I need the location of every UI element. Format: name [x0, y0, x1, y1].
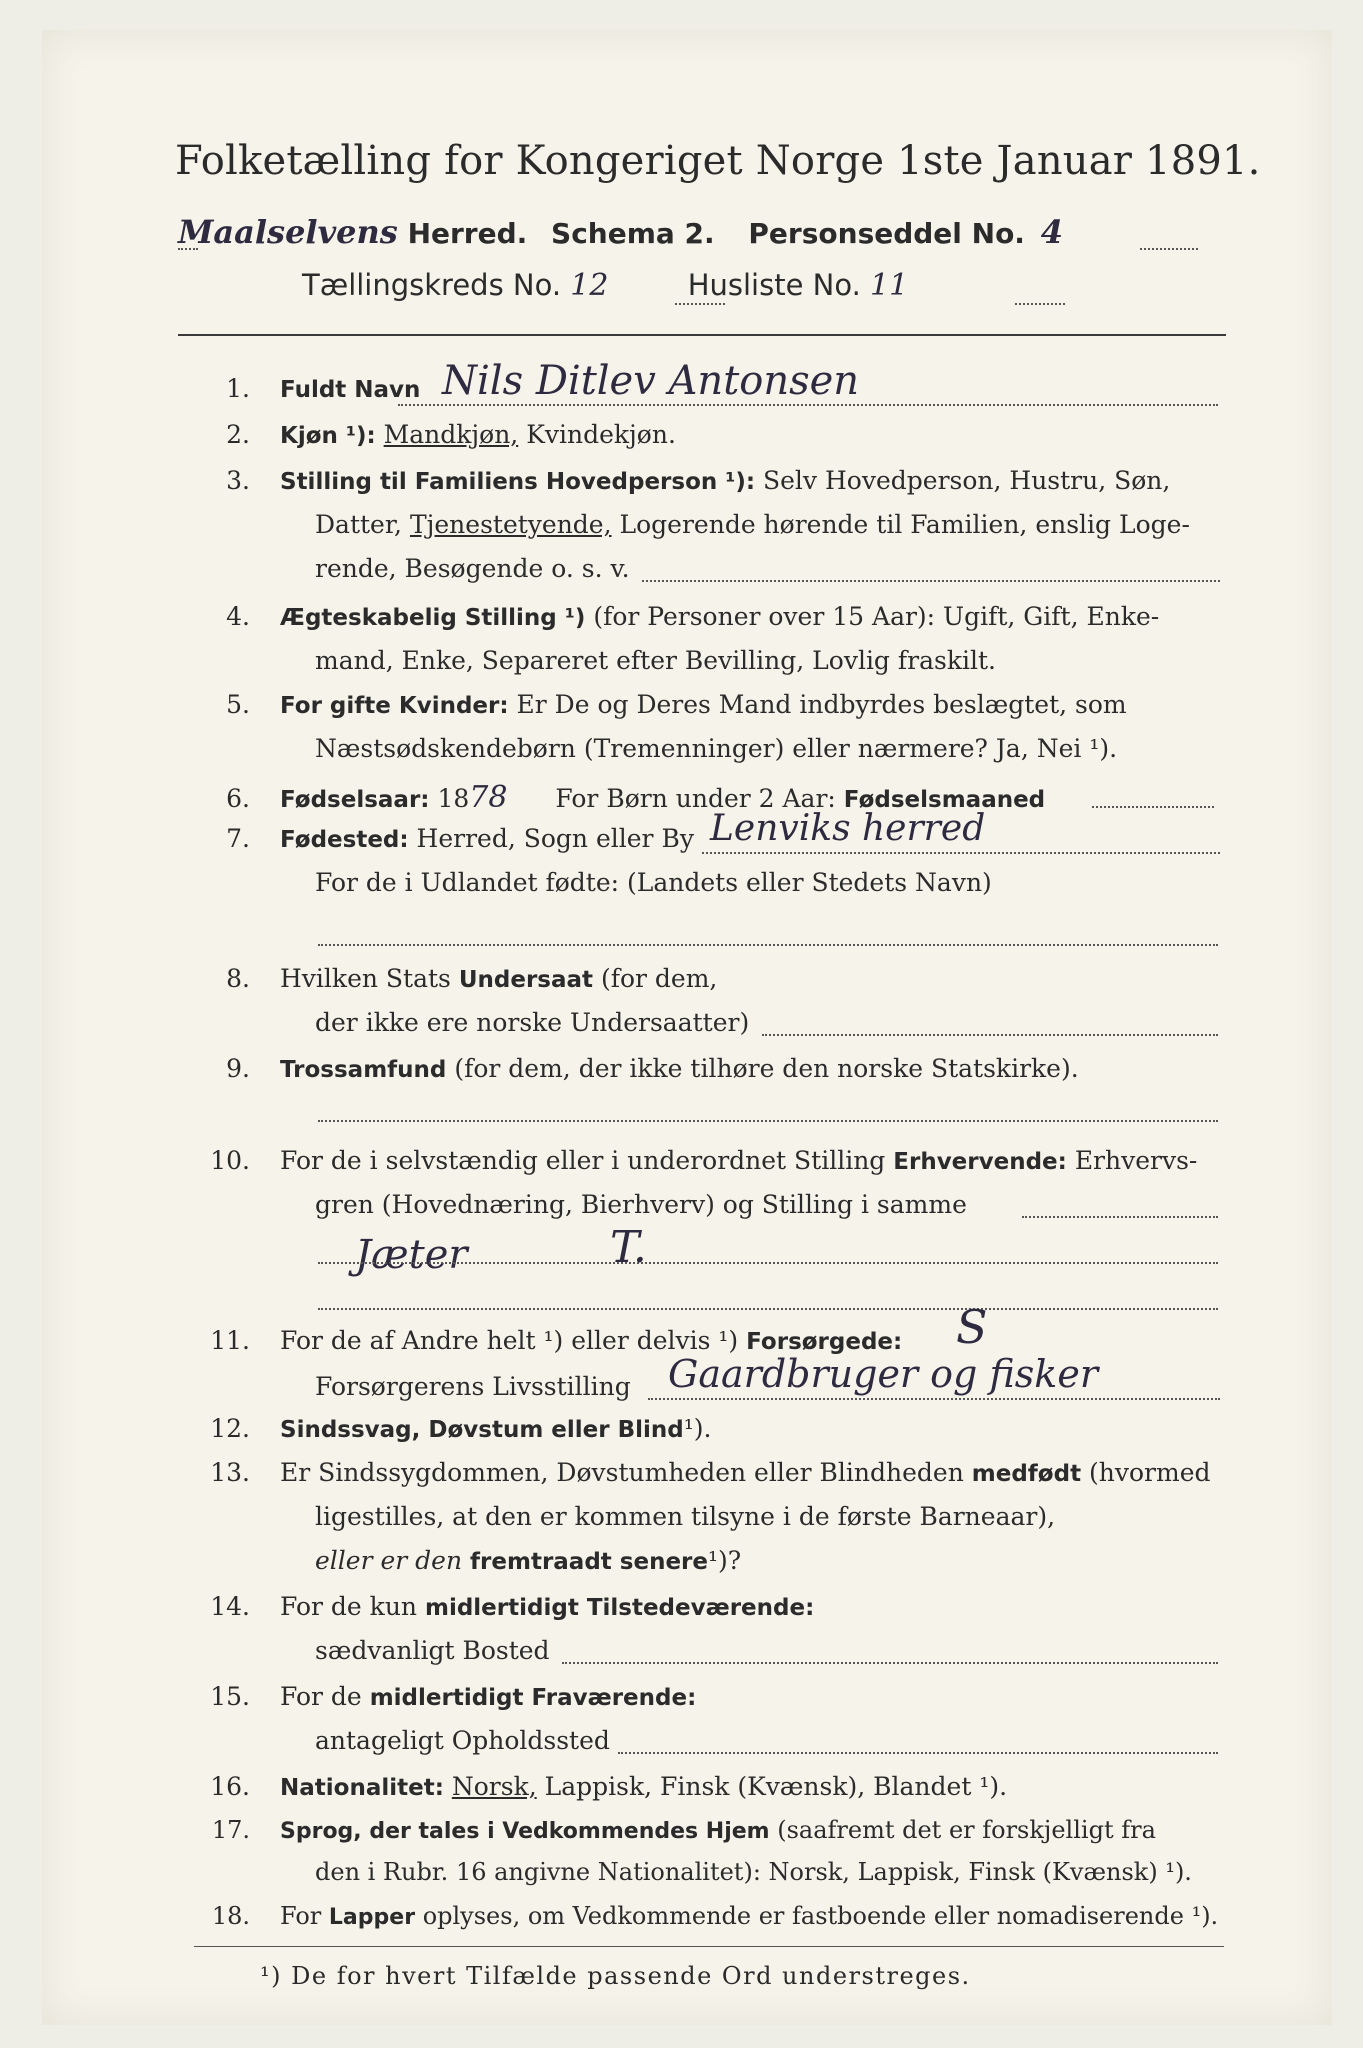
name-dots [398, 404, 1218, 406]
row-number: 14. [210, 1592, 250, 1621]
row-12 [192, 1414, 712, 1443]
row-16 [192, 1772, 1007, 1801]
row-label: Undersaat [458, 967, 594, 993]
row-11 [192, 1326, 902, 1355]
row-text: For de kun [280, 1592, 418, 1621]
row-7-line-2: For de i Udlandet fødte: (Landets eller Stedets Navn) [315, 868, 992, 897]
row-text: (for dem, [600, 964, 718, 993]
row-number: 8. [226, 964, 250, 993]
row-label: midlertidigt Fraværende: [369, 1685, 697, 1711]
year-prefix: 18 [437, 784, 470, 813]
row-text: oplyses, om Vedkommende er fastboende eller nomadiserende ¹). [422, 1902, 1219, 1930]
row-3-dots [642, 580, 1220, 582]
option-rest: Kvindekjøn. [526, 420, 676, 449]
row-9 [192, 1054, 1079, 1083]
row-17 [192, 1816, 1156, 1844]
taellingskreds-label: Tællingskreds No. [302, 268, 562, 302]
row-number: 13. [210, 1458, 250, 1487]
husliste-label: Husliste No. [687, 268, 861, 302]
option-rest: Lappisk, Finsk (Kvænsk), Blandet ¹). [544, 1772, 1008, 1801]
row-text: For de af Andre helt ¹) eller delvis ¹) [280, 1326, 739, 1355]
row-3-line-2 [315, 510, 1190, 539]
row-number: 9. [226, 1054, 250, 1083]
row-text: Er Sindssygdommen, Døvstumheden eller Blindheden [280, 1458, 964, 1487]
form-title: Folketælling for Kongeriget Norge 1ste Januar 1891. [175, 138, 1261, 184]
row-text: Datter, [315, 510, 402, 539]
row-label: Ægteskabelig Stilling ¹) [280, 605, 586, 631]
row-number: 2. [226, 420, 250, 449]
row-10-dots [1022, 1216, 1218, 1218]
row-10-blank-dots [318, 1308, 1218, 1310]
row-3-line-3: rende, Besøgende o. s. v. [315, 554, 630, 583]
row-text: For de i selvstændig eller i underordnet Stilling [280, 1146, 886, 1175]
row-3 [192, 466, 1170, 495]
row-5 [192, 690, 1127, 719]
row-label: Nationalitet: [280, 1775, 444, 1801]
row-15 [192, 1682, 696, 1711]
name-answer-handwritten: Nils Ditlev Antonsen [442, 358, 860, 404]
row-text: Logerende hørende til Familien, enslig Loge- [619, 510, 1190, 539]
row-text: For Børn under 2 Aar: [555, 784, 836, 813]
row-11-dots [648, 1398, 1220, 1400]
row-2 [192, 420, 676, 449]
row-number: 5. [226, 690, 250, 719]
row-label: midlertidigt Tilstedeværende: [424, 1595, 815, 1621]
row-text: Er De og Deres Mand indbyrdes beslægtet, som [516, 690, 1127, 719]
row-number: 6. [226, 784, 250, 813]
row-number: 1. [226, 374, 250, 403]
header-rule [178, 334, 1226, 336]
row-6-dots [1092, 806, 1214, 808]
schema-label: Schema 2. [551, 217, 715, 250]
row-5-line-2: Næstsødskendebørn (Tremenninger) eller nærmere? Ja, Nei ¹). [315, 734, 1118, 763]
personseddel-label: Personseddel No. [748, 217, 1025, 250]
row-text: Erhvervs- [1074, 1146, 1198, 1175]
row-11-line-2: Forsørgerens Livsstilling [315, 1372, 631, 1401]
row-14-dots [562, 1662, 1218, 1664]
kreds-dots [675, 303, 725, 305]
row-text: (saafremt det er forskjelligt fra [777, 1816, 1156, 1844]
year-handwritten: 78 [469, 780, 508, 815]
row-9-blank-dots [318, 1120, 1218, 1122]
row-15-line-2: antageligt Opholdssted [315, 1726, 610, 1755]
row-label: Forsørgede: [746, 1329, 903, 1355]
row-18 [192, 1902, 1218, 1930]
row-number: 3. [226, 466, 250, 495]
row-number: 11. [210, 1326, 250, 1355]
row-label: Lapper [328, 1905, 416, 1930]
footnote: ¹) De for hvert Tilfælde passende Ord understreges. [260, 1962, 971, 1990]
forsorget-mark-handwritten: S [956, 1300, 988, 1354]
row-text: For de [280, 1682, 362, 1711]
row-text: ¹). [683, 1414, 712, 1443]
row-label: Kjøn ¹): [280, 423, 376, 449]
row-label: Stilling til Familiens Hovedperson ¹): [280, 469, 756, 495]
row-14-line-2: sædvanligt Bosted [315, 1636, 550, 1665]
option-selected: Tjenestetyende, [409, 510, 612, 539]
herred-line [178, 213, 1063, 251]
row-13-line-2: ligestilles, at den er kommen tilsyne i de første Barneaar), [315, 1502, 1056, 1531]
row-text: Hvilken Stats [280, 964, 451, 993]
footnote-rule [194, 1946, 1224, 1947]
row-number: 15. [210, 1682, 250, 1711]
option-selected: Mandkjøn, [383, 420, 519, 449]
occupation-answer-handwritten: Jæter [355, 1232, 468, 1278]
row-4 [192, 602, 1159, 631]
row-number: 10. [210, 1146, 250, 1175]
row-8 [192, 964, 717, 993]
row-7 [192, 824, 694, 853]
personseddel-no-handwritten: 4 [1040, 213, 1063, 251]
row-label: For gifte Kvinder: [280, 693, 509, 719]
row-8-dots [762, 1034, 1218, 1036]
personseddel-dots [1140, 248, 1198, 250]
herred-label: Herred. [407, 217, 528, 250]
row-10-answer-dots [318, 1262, 1218, 1264]
taellingskreds-no-handwritten: 12 [570, 268, 609, 303]
row-number: 18. [211, 1902, 250, 1930]
row-label: Fuldt Navn [280, 377, 421, 403]
row-4-line-2: mand, Enke, Separeret efter Bevilling, Lovlig fraskilt. [315, 646, 996, 675]
kreds-line [302, 268, 908, 303]
row-label: Fødselsaar: [280, 787, 430, 813]
row-label: Sprog, der tales i Vedkommendes Hjem [280, 1819, 770, 1844]
row-13 [192, 1458, 1211, 1487]
row-8-line-2: der ikke ere norske Undersaatter) [315, 1008, 750, 1037]
row-label: Erhvervende: [893, 1149, 1067, 1175]
occupation-mark-handwritten: T. [610, 1222, 647, 1273]
row-number: 4. [226, 602, 250, 631]
row-text: (hvormed [1089, 1458, 1211, 1487]
row-text: Herred, Sogn eller By [416, 824, 694, 853]
row-label: Fødselsmaaned [843, 787, 1046, 813]
row-text: For [280, 1902, 322, 1930]
row-number: 12. [210, 1414, 250, 1443]
row-10 [192, 1146, 1197, 1175]
herred-dots [178, 248, 198, 250]
row-label: fremtraadt senere [470, 1549, 708, 1575]
row-10-line-2: gren (Hovednæring, Bierhverv) og Stilling i samme [315, 1190, 967, 1219]
row-17-line-2: den i Rubr. 16 angivne Nationalitet): Norsk, Lappisk, Finsk (Kvænsk) ¹). [315, 1858, 1192, 1886]
row-7-dots [702, 852, 1220, 854]
herred-name-handwritten: Maalselvens [178, 213, 398, 251]
row-1 [192, 374, 420, 403]
row-text: (for dem, der ikke tilhøre den norske Statskirke). [454, 1054, 1079, 1083]
row-number: 7. [226, 824, 250, 853]
row-15-dots [618, 1752, 1218, 1754]
provider-answer-handwritten: Gaardbruger og fisker [668, 1352, 1098, 1396]
row-text: Selv Hovedperson, Hustru, Søn, [763, 466, 1171, 495]
row-text: ¹)? [708, 1546, 742, 1575]
row-label: Trossamfund [280, 1057, 447, 1083]
row-13-line-3 [315, 1546, 741, 1575]
row-number: 16. [210, 1772, 250, 1801]
row-number: 17. [211, 1816, 250, 1844]
row-text: (for Personer over 15 Aar): Ugift, Gift, Enke- [593, 602, 1160, 631]
row-label: Sindssvag, Døvstum eller Blind [280, 1417, 684, 1443]
row-label: medfødt [971, 1461, 1082, 1487]
row-7-blank-dots [318, 944, 1218, 946]
birthplace-answer-handwritten: Lenviks herred [710, 808, 986, 849]
row-text: eller er den [315, 1546, 463, 1575]
row-label: Fødested: [280, 827, 409, 853]
husliste-no-handwritten: 11 [870, 268, 909, 303]
option-selected: Norsk, [451, 1772, 537, 1801]
husliste-dots [1015, 303, 1065, 305]
row-14 [192, 1592, 814, 1621]
